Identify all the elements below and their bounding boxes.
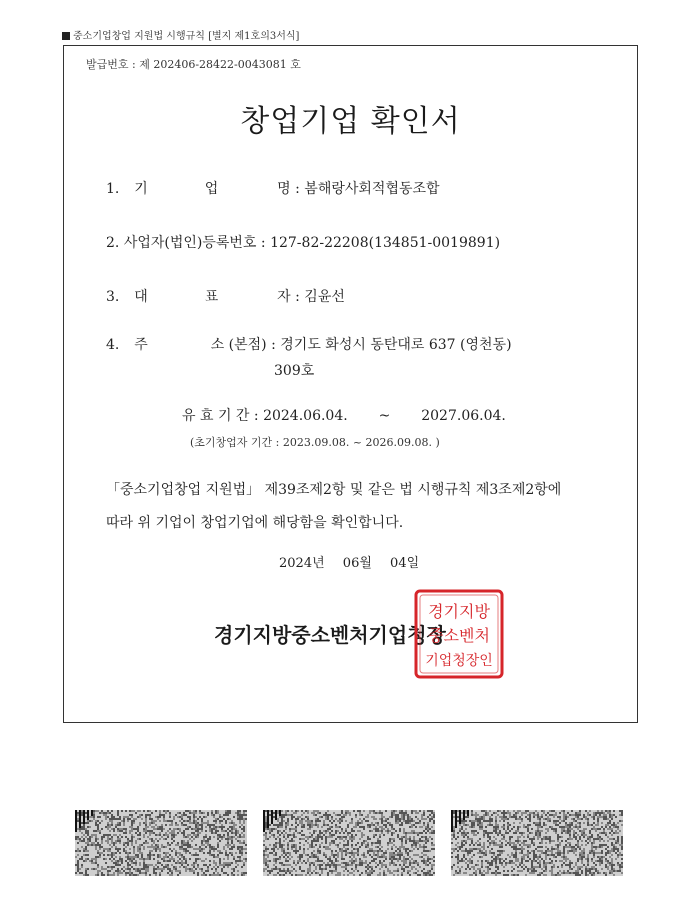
body-line-1: 「중소기업창업 지원법」 제39조제2항 및 같은 법 시행규칙 제3조제2항에	[106, 482, 562, 498]
svg-text:경기지방: 경기지방	[428, 602, 490, 621]
official-seal-icon	[414, 589, 504, 679]
early-startup-period: (초기창업자 기간 : 2023.09.08. ~ 2026.09.08. )	[190, 436, 440, 449]
body-line-2: 따라 위 기업이 창업기업에 해당함을 확인합니다.	[106, 515, 404, 531]
field-registration-number: 2. 사업자(법인)등록번호 : 127-82-22208(134851-0019891)	[106, 235, 501, 251]
registration-number: 127-82-22208(134851-0019891)	[270, 235, 501, 251]
field-company: 1. 기 업 명 : 봄해랑사회적협동조합	[106, 181, 440, 197]
field-representative: 3. 대 표 자 : 김윤선	[106, 289, 345, 305]
issue-date: 2024년 06월 04일	[279, 556, 420, 571]
validity-period: 유 효 기 간 : 2024.06.04. ~ 2027.06.04.	[182, 408, 506, 424]
svg-text:중소벤처: 중소벤처	[428, 626, 490, 645]
security-barcode-3	[451, 810, 623, 876]
svg-text:기업청장인: 기업청장인	[425, 653, 493, 669]
issuing-agency: 경기지방중소벤처기업청장	[214, 623, 446, 647]
representative-name: 김윤선	[304, 289, 345, 305]
company-name: 봄해랑사회적협동조합	[304, 181, 440, 197]
address-line-2: 309호	[274, 363, 315, 379]
document-title: 창업기업 확인서	[240, 104, 461, 139]
issue-number: 발급번호 : 제 202406-28422-0043081 호	[86, 58, 301, 71]
form-header-note: 중소기업창업 지원법 시행규칙 [별지 제1호의3서식]	[62, 27, 299, 42]
address-line-1: 경기도 화성시 동탄대로 637 (영천동)	[280, 337, 512, 353]
square-bullet-icon	[62, 32, 70, 40]
field-address: 4. 주 소 (본점) : 경기도 화성시 동탄대로 637 (영천동)	[106, 337, 512, 353]
security-barcode-2	[263, 810, 435, 876]
certificate-frame	[63, 45, 638, 723]
security-barcode-1	[75, 810, 247, 876]
